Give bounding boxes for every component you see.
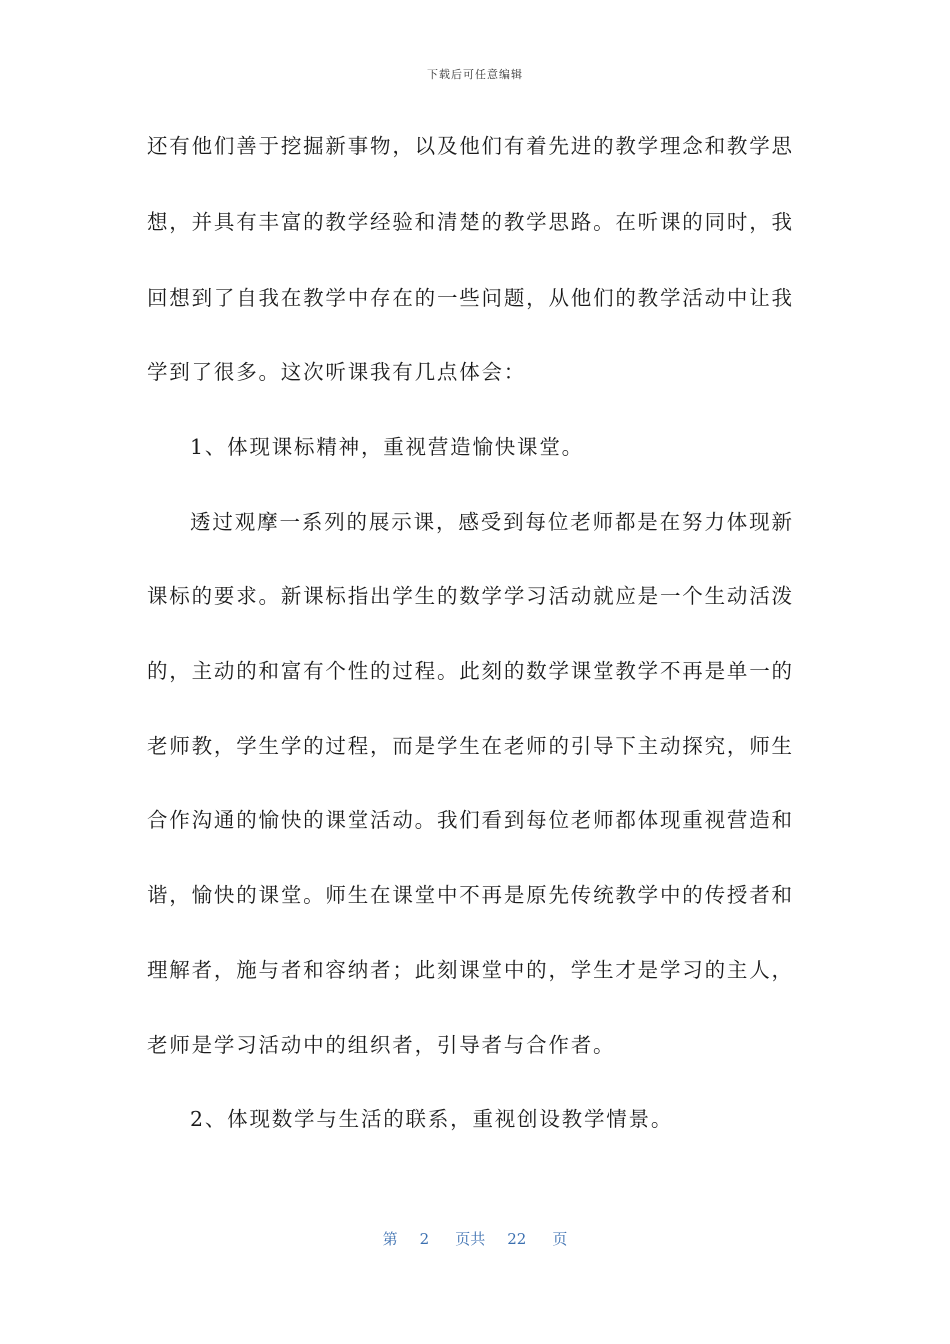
body-line-11: 谐，愉快的课堂。师生在课堂中不再是原先传统教学中的传授者和: [147, 883, 792, 907]
body-line-6: 透过观摩一系列的展示课，感受到每位老师都是在努力体现新: [190, 510, 792, 534]
body-line-13: 老师是学习活动中的组织者，引导者与合作者。: [147, 1033, 616, 1057]
footer-suffix: 页: [552, 1230, 568, 1248]
body-line-8: 的，主动的和富有个性的过程。此刻的数学课堂教学不再是单一的: [147, 659, 792, 683]
section-heading-2: 2、体现数学与生活的联系，重视创设教学情景。: [190, 1107, 674, 1131]
body-line-2: 想，并具有丰富的教学经验和清楚的教学思路。在听课的同时，我: [147, 210, 792, 234]
body-line-12: 理解者，施与者和容纳者；此刻课堂中的，学生才是学习的主人，: [147, 958, 792, 982]
page-footer: [0, 1228, 950, 1249]
header-note: 下载后可任意编辑: [427, 68, 523, 81]
body-line-3: 回想到了自我在教学中存在的一些问题，从他们的教学活动中让我: [147, 286, 792, 310]
body-line-9: 老师教，学生学的过程，而是学生在老师的引导下主动探究，师生: [147, 734, 792, 758]
footer-prefix: 第: [382, 1230, 398, 1248]
body-line-1: 还有他们善于挖掘新事物，以及他们有着先进的教学理念和教学思: [147, 134, 792, 158]
body-line-4: 学到了很多。这次听课我有几点体会：: [147, 360, 527, 384]
footer-total-pages: 22: [507, 1230, 527, 1248]
footer-page-number: 2: [419, 1230, 430, 1248]
body-line-7: 课标的要求。新课标指出学生的数学学习活动就应是一个生动活泼: [147, 584, 792, 608]
section-heading-1: 1、体现课标精神，重视营造愉快课堂。: [190, 435, 584, 459]
body-line-10: 合作沟通的愉快的课堂活动。我们看到每位老师都体现重视营造和: [147, 808, 792, 832]
footer-middle: 页共: [455, 1230, 486, 1248]
